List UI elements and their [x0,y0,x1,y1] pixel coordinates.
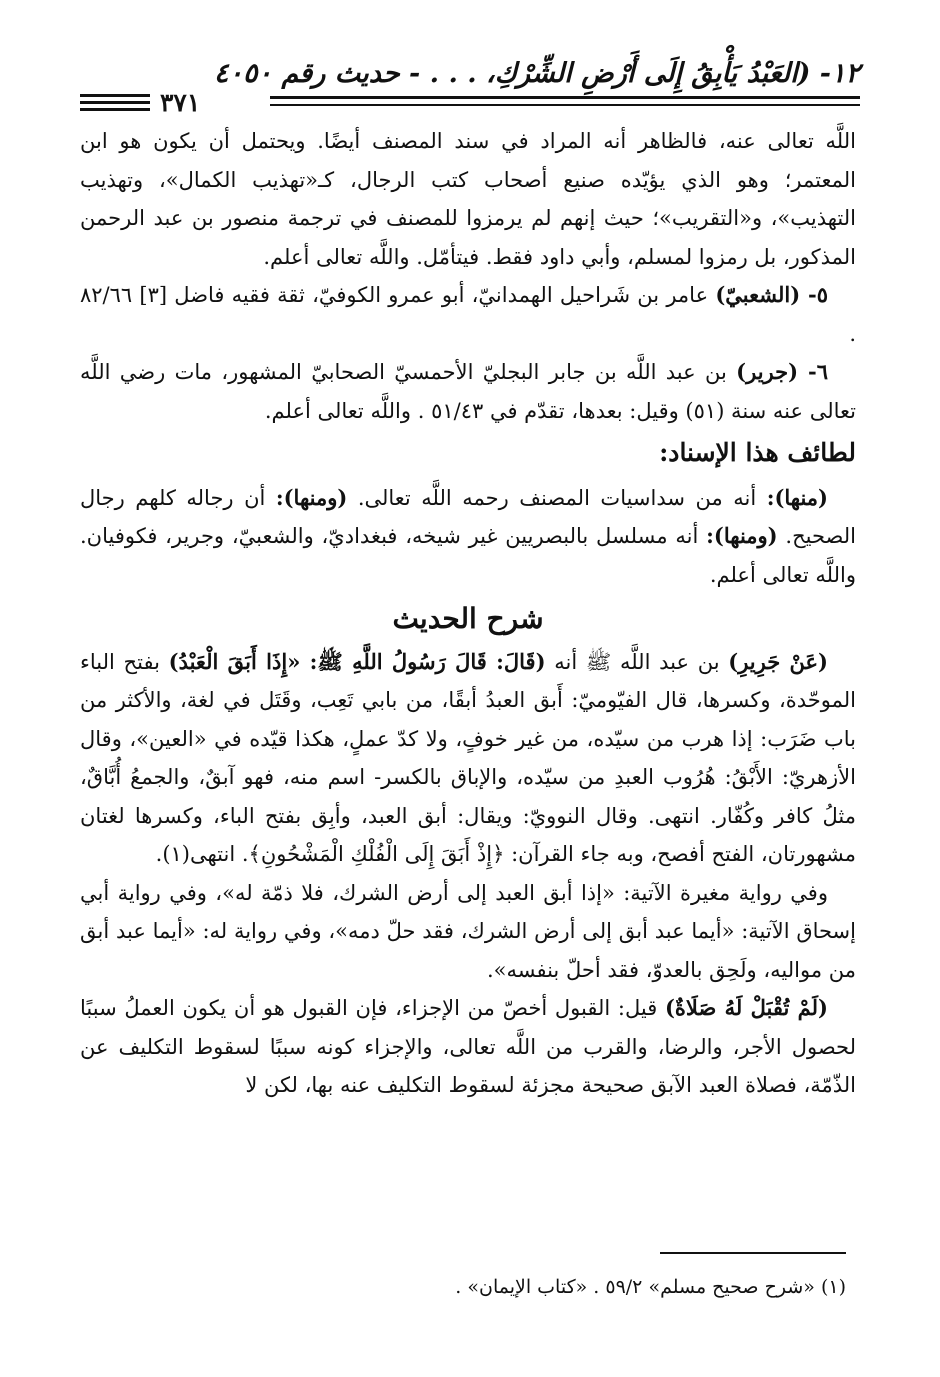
header-rule-thin [270,104,860,106]
paragraph [80,479,856,595]
running-title: ١٢- (العَبْدُ يَأْبِقُ إِلَى أَرْضِ الشِّرْكِ، . . . - حديث رقم ٤٠٥٠ [214,58,860,89]
narrator-text: بن عبد اللَّه بن جابر البجليّ الأحمسيّ الصحابيّ المشهور، مات رضي اللَّه تعالى عنه سنة (٥١) وقيل: بعدها، تقدّم في ٥١/٤٣ . واللَّه تعالى أعلم. [80,360,856,423]
paragraph: اللَّه تعالى عنه، فالظاهر أنه المراد في سند المصنف أيضًا. ويحتمل أن يكون هو ابن المعتمر؛ وهو الذي يؤيّده صنيع أصحاب كتب الرجال، كـ«تهذيب الكمال»، وتهذيب التهذيب»، و«التقريب»؛ حيث إنهم لم يرمزوا للمصنف في ترجمة منصور بن عبد الرحمن المذكور، بل رمزوا لمسلم، وأبي داود فقط. فيتأمّل. واللَّه تعالى أعلم. [80,129,856,269]
hadith-text: (عَنْ جَرِيرِ) [728,648,828,674]
text: بن عبد اللَّه ﷺ أنه [554,649,720,674]
header-left-rules [80,94,150,111]
narrator-label: ٦- (جرير) [736,359,829,384]
text: قيل: القبول أخصّ من الإجزاء، فإن القبول هو أن يكون العملُ سببًا لحصول الأجر، والرضا، والقرب من اللَّه تعالى، والإجزاء كونه سببًا لسقوط التكليف عن الذّمّة، فصلاة العبد الآبق صحيحة مجزئة لسقوط التكليف عنه بها، لكن لا [80,996,856,1097]
narrator-text: عامر بن شَراحيل الهمدانيّ، أبو عمرو الكوفيّ، ثقة فقيه فاضل [٣] ٨٢/٦٦ . [80,283,856,346]
main-text [80,122,856,1105]
bold-label: (ومنها): [275,484,348,510]
hadith-text: (قَالَ: قَالَ رَسُولُ اللَّهِ ﷺ: «إِذَا أَبَقَ الْعَبْدُ) [168,648,546,674]
paragraph [80,276,856,353]
text: أن رجاله كلهم رجال الصحيح. [80,485,856,548]
bold-label: (ومنها): [706,523,778,548]
header-rule [270,96,860,99]
text: بفتح الباء الموحّدة، وكسرها، قال الفيّوميّ: أَبق العبدُ أبقًا، من بابي تَعِب، وقَتَل في لغة، والأكثر من باب ضَرَب: إذا هرب من سيّده، من غير خوفٍ، ولا كدّ عملٍ، هكذا قيّده في «العين»، وقال الأزهريّ: الأَبْقُ: هُرُوب العبدِ من سيّده، والإباق بالكسر- اسم منه، فهو آبقٌ، والجمعُ أُبَّاقٌ، مثلُ كافر وكُفّار. انتهى. وقال النوويّ: ويقال: أبق العبد، وأبِق بفتح الباء، وكسرها لغتان مشهورتان، الفتح أفصح، وبه جاء القرآن: ﴿إِذْ أَبَقَ إِلَى الْفُلْكِ الْمَشْحُونِ﴾. انتهى(١). [80,649,856,866]
page-number: ٣٧١ [160,88,201,117]
paragraph: وفي رواية مغيرة الآتية: «إذا أبق العبد إلى أرض الشرك، فلا ذمّة له»، وفي رواية أبي إسحاق الآتية: «أيما عبد أبق إلى أرض الشرك، فقد حلّ دمه»، وفي رواية له: «أيما عبد أبق من مواليه، ولَحِق بالعدوّ، فقد أحلّ بنفسه». [80,880,856,982]
section-heading: لطائف هذا الإسناد: [659,438,856,467]
section-heading-centered: شرح الحديث [392,602,544,635]
paragraph [80,989,856,1105]
paragraph [80,643,856,874]
footnote-rule [660,1252,846,1254]
paragraph [80,353,856,430]
bold-label: (منها): [766,484,828,510]
narrator-label: ٥- (الشعبيّ) [715,282,828,307]
hadith-text: (لَمْ تُقْبَلْ لَهُ صَلَاةٌ) [664,995,828,1020]
footnote: (١) «شرح صحيح مسلم» ٥٩/٢ . «كتاب الإيمان» . [455,1276,846,1298]
text: أنه مسلسل بالبصريين غير شيخه، فبغداديّ، والشعبيّ، وجرير، فكوفيان. واللَّه تعالى أعلم. [80,524,856,587]
text: أنه من سداسيات المصنف رحمه اللَّه تعالى. [357,485,757,510]
